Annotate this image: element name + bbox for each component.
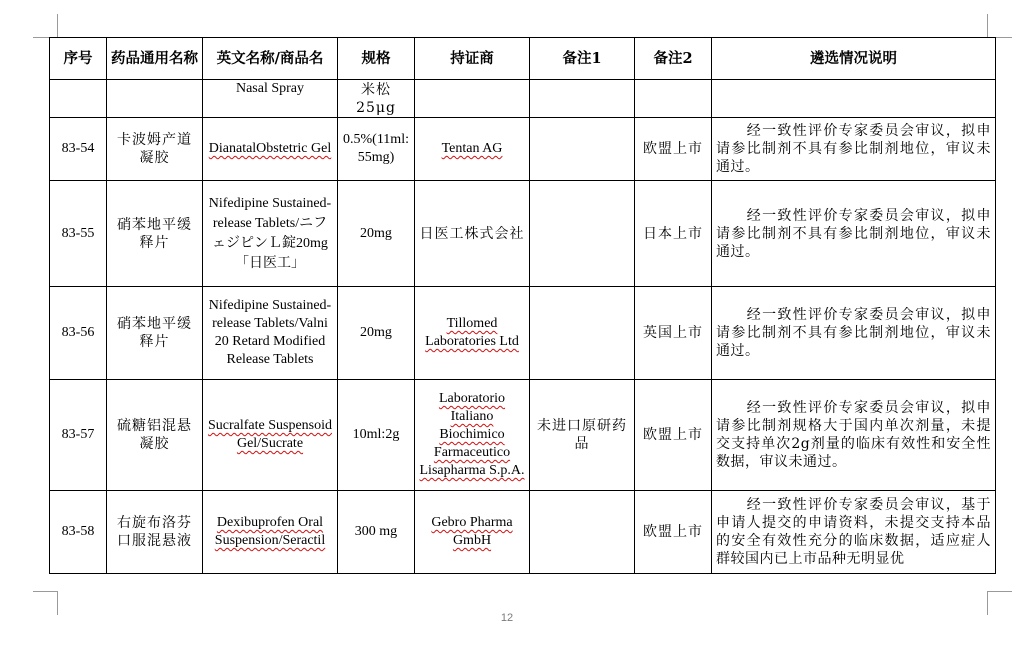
cell-generic-name: 右旋布洛芬口服混悬液 [107, 491, 203, 574]
cell-spec: 300 mg [338, 491, 415, 574]
cell-holder [415, 287, 530, 380]
cell-selection-note [712, 491, 996, 574]
cell-english-name [203, 380, 338, 491]
table-row [50, 287, 996, 380]
table-row [50, 380, 996, 491]
cell-holder [415, 380, 530, 491]
cell-no: 83-56 [50, 287, 107, 380]
cell-selection-note [712, 287, 996, 380]
header-no: 序号 [50, 38, 107, 80]
header-selection-note: 遴选情况说明 [712, 38, 996, 80]
holder-text: Gebro Pharma GmbH [431, 515, 513, 548]
header-generic-name: 药品通用名称 [107, 38, 203, 80]
english-name-text: Dexibuprofen Oral Suspension/Seractil [214, 515, 326, 548]
cell-remark-1 [530, 287, 635, 380]
cell-remark-2: 日本上市 [635, 181, 712, 287]
crop-mark-bottom-left-h [33, 591, 57, 592]
cell-selection-note [712, 181, 996, 287]
cell-remark-1 [530, 80, 635, 118]
cell-generic-name: 硝苯地平缓释片 [107, 181, 203, 287]
cell-remark-2: 欧盟上市 [635, 491, 712, 574]
cell-holder [415, 491, 530, 574]
cell-remark-1 [530, 491, 635, 574]
cell-spec: 米松 25μg [338, 80, 415, 118]
cell-selection-note [712, 380, 996, 491]
crop-mark-top-right-v [987, 14, 988, 38]
table-row [50, 491, 996, 574]
cell-no: 83-58 [50, 491, 107, 574]
holder-text: Laboratorio Italiano Biochimico Farmaceutico Lisapharma S.p.A. [419, 391, 525, 478]
table-row [50, 181, 996, 287]
cell-generic-name: 硫糖铝混悬凝胶 [107, 380, 203, 491]
cell-selection-note [712, 118, 996, 181]
note-text: 经一致性评价专家委员会审议，拟申请参比制剂规格大于国内单次剂量，未提交支持单次2g剂量的临床有效性和安全性数据，审议未通过。 [716, 400, 991, 470]
cell-no: 83-57 [50, 380, 107, 491]
cell-remark-1 [530, 181, 635, 287]
cell-spec: 20mg [338, 181, 415, 287]
holder-text: Tillomed Laboratories Ltd [425, 316, 519, 349]
cell-spec: 0.5%(11ml:55mg) [338, 118, 415, 181]
page-number: 12 [500, 612, 514, 624]
cell-english-name [203, 491, 338, 574]
note-text: 经一致性评价专家委员会审议，拟申请参比制剂不具有参比制剂地位，审议未通过。 [716, 123, 991, 175]
header-holder: 持证商 [415, 38, 530, 80]
cell-generic-name [107, 80, 203, 118]
cell-remark-2: 英国上市 [635, 287, 712, 380]
cell-selection-note [712, 80, 996, 118]
crop-mark-bottom-right-h [988, 591, 1012, 592]
header-spec: 规格 [338, 38, 415, 80]
table-row [50, 118, 996, 181]
cell-generic-name: 卡波姆产道凝胶 [107, 118, 203, 181]
cell-english-name: Nifedipine Sustained-release Tablets/Valni 20 Retard Modified Release Tablets [203, 287, 338, 380]
cell-remark-1 [530, 118, 635, 181]
header-row [50, 38, 996, 80]
english-name-text: DianatalObstetric Gel [208, 141, 332, 156]
drug-reference-table [49, 37, 996, 574]
english-name-text: Sucralfate Suspensoid Gel/Sucrate [207, 418, 333, 451]
cell-remark-2 [635, 80, 712, 118]
cell-english-name: Nasal Spray [203, 80, 338, 118]
note-text: 经一致性评价专家委员会审议，拟申请参比制剂不具有参比制剂地位，审议未通过。 [716, 207, 991, 260]
cell-english-name [203, 118, 338, 181]
note-text: 经一致性评价专家委员会审议，拟申请参比制剂不具有参比制剂地位，审议未通过。 [716, 307, 991, 359]
cell-generic-name: 硝苯地平缓释片 [107, 287, 203, 380]
crop-mark-top-left-v [57, 14, 58, 38]
cell-remark-1: 未进口原研药品 [530, 380, 635, 491]
cell-holder [415, 118, 530, 181]
cell-holder [415, 80, 530, 118]
cell-remark-2: 欧盟上市 [635, 380, 712, 491]
cell-no: 83-54 [50, 118, 107, 181]
header-english-name: 英文名称/商品名 [203, 38, 338, 80]
cell-no [50, 80, 107, 118]
header-remark-1: 备注1 [530, 38, 635, 80]
cell-spec: 20mg [338, 287, 415, 380]
cell-english-name: Nifedipine Sustained-release Tablets/ニフェジピンＬ錠20mg「日医工」 [203, 181, 338, 287]
table-row [50, 80, 996, 118]
cell-holder: 日医工株式会社 [415, 181, 530, 287]
holder-text: Tentan AG [441, 141, 503, 156]
cell-remark-2: 欧盟上市 [635, 118, 712, 181]
cell-spec: 10ml:2g [338, 380, 415, 491]
cell-no: 83-55 [50, 181, 107, 287]
note-text: 经一致性评价专家委员会审议，基于申请人提交的申请资料，未提交支持本品的安全有效性充分的临床数据，适应症人群较国内已上市品种无明显优 [716, 497, 991, 567]
header-remark-2: 备注2 [635, 38, 712, 80]
